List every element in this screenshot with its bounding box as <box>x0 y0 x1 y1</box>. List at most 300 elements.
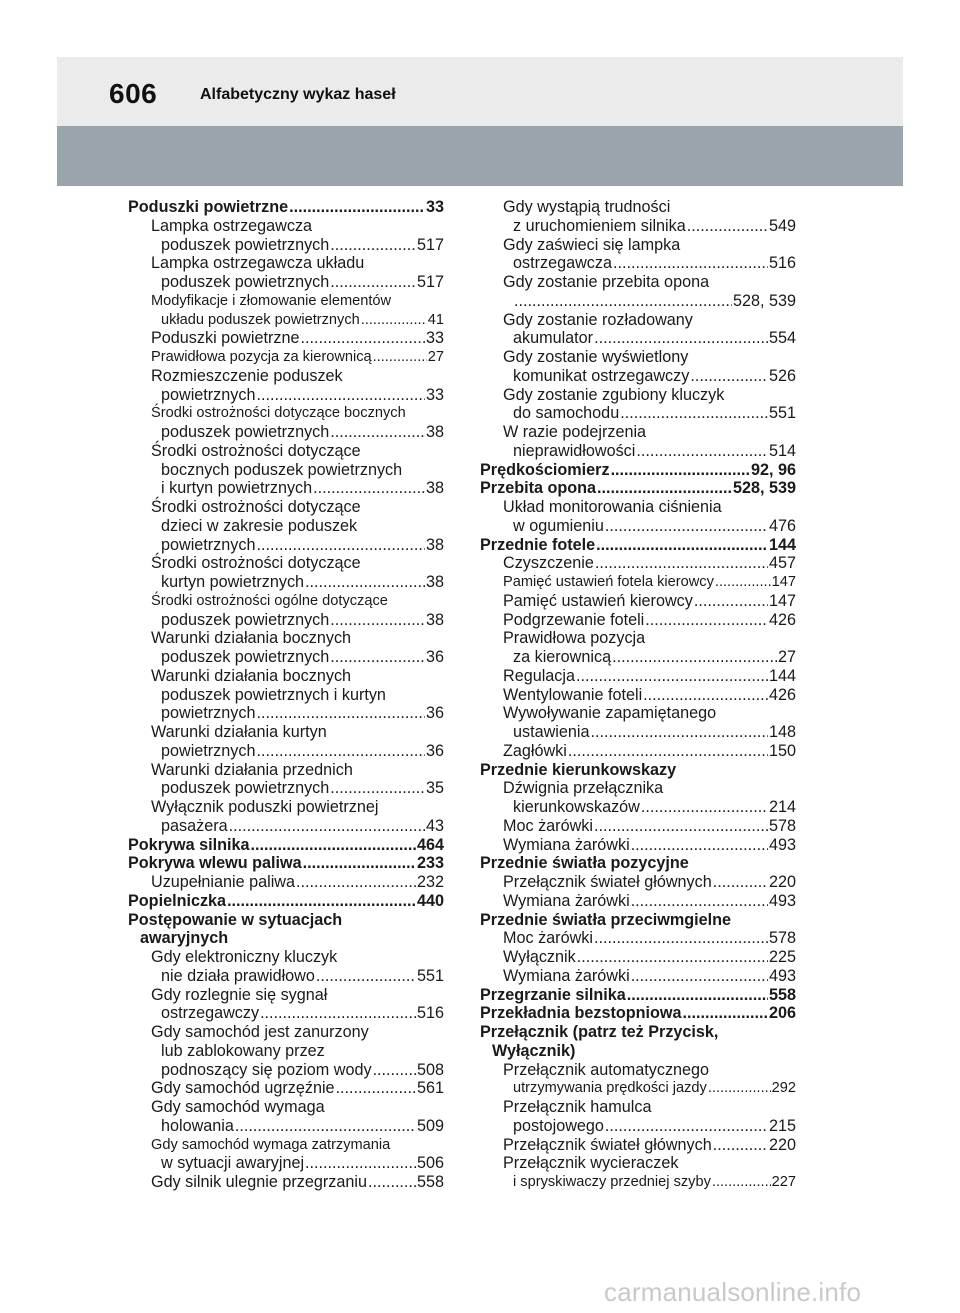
entry-term: ostrzegawcza <box>513 254 612 273</box>
index-entry <box>128 667 444 686</box>
dot-leader <box>636 442 768 461</box>
entry-page-ref: 551 <box>768 404 796 423</box>
entry-term: Warunki działania bocznych <box>151 666 352 685</box>
entry-page-ref: 38 <box>425 535 444 554</box>
entry-page-ref: 27 <box>427 349 444 365</box>
entry-term: ustawienia <box>513 723 590 741</box>
entry-term: Pokrywa silnika <box>128 835 250 854</box>
index-entry <box>128 854 444 873</box>
entry-page-ref: 147 <box>768 591 796 610</box>
dot-leader <box>594 329 768 348</box>
entry-term: Przełącznik (patrz też Przycisk, <box>480 1023 719 1041</box>
entry-term: Prędkościomierz <box>480 460 610 479</box>
index-entry <box>480 254 796 273</box>
entry-term: Przednie kierunkowskazy <box>480 760 677 779</box>
index-entry <box>128 254 444 273</box>
entry-page-ref: 33 <box>425 385 444 404</box>
index-entry <box>480 461 796 480</box>
index-entry <box>128 498 444 517</box>
dot-leader <box>576 667 768 686</box>
entry-term: Gdy samochód wymaga zatrzymania <box>151 1136 391 1153</box>
entry-page-ref: 233 <box>416 854 444 873</box>
entry-term: Wyłącznik poduszki powietrznej <box>151 798 379 816</box>
entry-term: Gdy rozlegnie się sygnał <box>151 985 328 1004</box>
header-band <box>57 57 903 186</box>
entry-term: bocznych poduszek powietrznych <box>161 460 403 479</box>
entry-page-ref: 528, 539 <box>732 291 796 310</box>
entry-page-ref: 38 <box>425 423 444 441</box>
entry-page-ref: 426 <box>768 610 796 629</box>
index-entry <box>128 611 444 630</box>
dot-leader <box>300 329 425 348</box>
entry-page-ref: 509 <box>416 1116 444 1135</box>
index-entry <box>128 1173 444 1192</box>
index-entry <box>480 967 796 986</box>
entry-page-ref: 558 <box>416 1173 444 1191</box>
entry-term: Gdy wystąpią trudności <box>503 198 671 216</box>
entry-page-ref: 476 <box>768 516 796 535</box>
index-entry <box>480 1098 796 1117</box>
entry-page-ref: 147 <box>771 574 796 590</box>
entry-page-ref: 514 <box>768 441 796 460</box>
entry-term: Układ monitorowania ciśnienia <box>503 498 722 516</box>
entry-term: Prawidłowa pozycja za kierownicą <box>151 349 372 365</box>
dot-leader <box>250 836 416 855</box>
entry-page-ref: 33 <box>425 198 444 216</box>
index-entry <box>128 573 444 592</box>
index-entry <box>480 517 796 536</box>
entry-page-ref: 220 <box>768 1135 796 1154</box>
entry-term: Warunki działania przednich <box>151 760 353 779</box>
index-entry <box>128 1004 444 1023</box>
entry-term: Gdy samochód wymaga <box>151 1098 325 1116</box>
entry-page-ref: 27 <box>777 648 796 666</box>
entry-term: do samochodu <box>513 404 620 423</box>
entry-term: Przebita opona <box>480 479 597 498</box>
index-entry <box>128 629 444 648</box>
entry-term: Gdy zostanie rozładowany <box>503 310 693 329</box>
index-entry <box>480 198 796 217</box>
dot-leader <box>330 648 425 667</box>
entry-term: Dźwignia przełącznika <box>503 779 664 798</box>
index-entry <box>480 498 796 517</box>
dot-leader <box>336 1079 416 1098</box>
entry-term: Przełącznik świateł głównych <box>503 1135 712 1154</box>
index-entry <box>480 554 796 573</box>
entry-term: Regulacja <box>503 666 575 685</box>
dot-leader <box>713 873 768 892</box>
entry-page-ref: 551 <box>416 966 444 985</box>
index-entry <box>480 742 796 761</box>
dot-leader <box>713 1136 768 1155</box>
dot-leader <box>368 1173 416 1192</box>
dot-leader <box>631 836 768 855</box>
entry-term: Gdy zaświeci się lampka <box>503 235 681 254</box>
dot-leader <box>594 817 768 836</box>
entry-term: nieprawidłowości <box>513 441 636 460</box>
entry-page-ref: 516 <box>416 1004 444 1023</box>
entry-term: holowania <box>161 1116 234 1135</box>
entry-page-ref: 220 <box>768 873 796 891</box>
entry-term: Podgrzewanie foteli <box>503 610 645 629</box>
entry-term: utrzymywania prędkości jazdy <box>513 1080 707 1097</box>
index-entry <box>480 836 796 855</box>
dot-leader <box>715 573 771 592</box>
index-entry <box>480 1023 796 1042</box>
entry-term: i spryskiwaczy przedniej szyby <box>513 1174 711 1190</box>
entry-term: Czyszczenie <box>503 554 594 573</box>
dot-leader <box>620 404 768 423</box>
entry-page-ref: 227 <box>771 1174 796 1190</box>
entry-term: W razie podejrzenia <box>503 423 647 441</box>
index-entry <box>480 948 796 967</box>
index-entry <box>480 329 796 348</box>
entry-term: ostrzegawczy <box>161 1004 260 1023</box>
index-entry <box>128 236 444 255</box>
entry-page-ref: 215 <box>768 1116 796 1135</box>
index-column-right <box>480 198 796 1192</box>
dot-leader <box>708 1079 771 1098</box>
dot-leader <box>595 554 768 573</box>
entry-term: powietrznych <box>161 385 256 404</box>
entry-term: podnoszący się poziom wody <box>161 1060 372 1079</box>
dot-leader <box>260 1004 416 1023</box>
index-entry <box>480 404 796 423</box>
index-entry <box>480 629 796 648</box>
entry-term: powietrznych <box>161 741 256 760</box>
index-entry <box>128 798 444 817</box>
entry-term: Środki ostrożności ogólne dotyczące <box>151 592 388 609</box>
dot-leader <box>596 536 768 555</box>
index-entry <box>128 1136 444 1155</box>
entry-page-ref: 516 <box>768 254 796 273</box>
index-entry <box>480 1004 796 1023</box>
dot-leader <box>683 1004 768 1023</box>
index-entry <box>480 611 796 630</box>
index-entry <box>128 461 444 480</box>
entry-term: Uzupełnianie paliwa <box>151 873 295 891</box>
entry-term: Lampka ostrzegawcza <box>151 216 313 235</box>
dot-leader <box>690 367 768 386</box>
entry-term: Gdy elektroniczny kluczyk <box>151 948 338 966</box>
entry-term: Gdy zostanie wyświetlony <box>503 348 689 366</box>
index-entry <box>128 198 444 217</box>
dot-leader <box>289 198 425 217</box>
index-entry <box>480 986 796 1005</box>
entry-term: awaryjnych <box>140 929 229 948</box>
dot-leader <box>229 817 425 836</box>
index-entry <box>128 686 444 705</box>
entry-term: Przednie fotele <box>480 535 596 554</box>
index-entry <box>128 592 444 611</box>
entry-term: poduszek powietrznych <box>161 610 330 629</box>
dot-leader <box>611 461 750 480</box>
entry-page-ref: 554 <box>768 329 796 348</box>
dot-leader <box>594 929 768 948</box>
index-entry <box>480 423 796 442</box>
watermark: carmanualsonline.info <box>604 1277 862 1307</box>
dot-leader <box>330 611 425 630</box>
dot-leader <box>514 292 732 311</box>
entry-term: Moc żarówki <box>503 929 593 948</box>
entry-page-ref: 36 <box>425 704 444 723</box>
index-entry <box>128 873 444 892</box>
entry-term: Gdy silnik ulegnie przegrzaniu <box>151 1173 367 1191</box>
entry-page-ref: 493 <box>768 891 796 910</box>
entry-term: kierunkowskazów <box>513 798 640 816</box>
entry-term: Postępowanie w sytuacjach <box>128 910 343 929</box>
entry-term: poduszek powietrznych i kurtyn <box>161 685 386 704</box>
index-entry <box>128 517 444 536</box>
entry-page-ref: 36 <box>425 648 444 666</box>
entry-page-ref: 148 <box>768 723 796 741</box>
entry-page-ref: 150 <box>768 741 796 760</box>
dot-leader <box>641 798 768 817</box>
dot-leader <box>296 873 416 892</box>
entry-term: Wyłącznik <box>503 948 576 966</box>
dot-leader <box>361 311 427 330</box>
entry-term: Wentylowanie foteli <box>503 685 643 704</box>
entry-page-ref: 517 <box>416 273 444 291</box>
entry-page-ref: 232 <box>416 873 444 891</box>
index-entry <box>480 236 796 255</box>
entry-term: Pamięć ustawień kierowcy <box>503 591 693 610</box>
entry-page-ref: 426 <box>768 685 796 704</box>
dot-leader <box>330 273 416 292</box>
dot-leader <box>256 742 425 761</box>
entry-page-ref: 92, 96 <box>750 460 796 479</box>
entry-page-ref: 578 <box>768 929 796 948</box>
dot-leader <box>597 479 732 498</box>
dot-leader <box>612 648 777 667</box>
entry-page-ref: 292 <box>771 1080 796 1097</box>
entry-term: w sytuacji awaryjnej <box>161 1154 305 1173</box>
index-entry <box>128 217 444 236</box>
index-entry <box>480 686 796 705</box>
index-entry <box>480 1173 796 1192</box>
dot-leader <box>256 536 425 555</box>
index-entry <box>480 292 796 311</box>
entry-term: Popielniczka <box>128 891 227 910</box>
entry-page-ref: 464 <box>416 835 444 854</box>
index-entry <box>128 479 444 498</box>
index-entry <box>480 723 796 742</box>
entry-term: Wymiana żarówki <box>503 891 630 910</box>
dot-leader <box>591 723 768 742</box>
entry-term: w ogumieniu <box>513 516 604 535</box>
entry-term: i kurtyn powietrznych <box>161 479 313 498</box>
index-entry <box>480 779 796 798</box>
entry-term: poduszek powietrznych <box>161 273 330 291</box>
index-entry <box>480 873 796 892</box>
index-entry <box>128 761 444 780</box>
index-entry <box>128 442 444 461</box>
entry-term: poduszek powietrznych <box>161 779 330 798</box>
entry-page-ref: 440 <box>416 891 444 910</box>
entry-page-ref: 38 <box>425 610 444 629</box>
entry-term: nie działa prawidłowo <box>161 966 315 985</box>
entry-term: Wymiana żarówki <box>503 966 630 985</box>
entry-page-ref: 508 <box>416 1060 444 1079</box>
index-entry <box>128 723 444 742</box>
entry-term: dzieci w zakresie poduszek <box>161 516 358 535</box>
entry-term: Warunki działania bocznych <box>151 629 352 648</box>
entry-term: Wymiana żarówki <box>503 835 630 854</box>
index-entry <box>128 348 444 367</box>
dot-leader <box>303 854 416 873</box>
dot-leader <box>577 948 768 967</box>
entry-term: Poduszki powietrzne <box>151 329 300 348</box>
entry-page-ref: 38 <box>425 479 444 498</box>
entry-page-ref: 578 <box>768 816 796 835</box>
index-entry <box>128 329 444 348</box>
entry-term: Modyfikacje i złomowanie elementów <box>151 292 392 309</box>
entry-term: Prawidłowa pozycja <box>503 629 646 648</box>
entry-term: za kierownicą <box>513 648 612 666</box>
index-entry <box>480 348 796 367</box>
dot-leader <box>631 967 768 986</box>
index-entry <box>128 986 444 1005</box>
entry-term: Przełącznik świateł głównych <box>503 873 712 891</box>
entry-term: postojowego <box>513 1116 604 1135</box>
entry-page-ref: 558 <box>768 985 796 1004</box>
index-entry <box>480 592 796 611</box>
entry-page-ref: 493 <box>768 835 796 854</box>
dot-leader <box>305 1154 416 1173</box>
index-entry <box>128 929 444 948</box>
header-top-strip <box>57 57 903 126</box>
dot-leader <box>330 779 425 798</box>
index-entry <box>480 1061 796 1080</box>
index-entry <box>128 742 444 761</box>
dot-leader <box>316 967 416 986</box>
dot-leader <box>313 479 425 498</box>
entry-term: Przełącznik hamulca <box>503 1098 652 1116</box>
entry-page-ref: 144 <box>768 666 796 685</box>
index-entry <box>128 648 444 667</box>
entry-term: powietrznych <box>161 535 256 554</box>
entry-term: Wyłącznik) <box>492 1041 576 1060</box>
entry-page-ref: 225 <box>768 948 796 966</box>
entry-page-ref: 41 <box>427 311 444 328</box>
index-entry <box>128 1023 444 1042</box>
entry-page-ref: 206 <box>768 1004 796 1023</box>
index-entry <box>480 386 796 405</box>
index-entry <box>480 217 796 236</box>
index-entry <box>128 892 444 911</box>
dot-leader <box>373 348 427 367</box>
entry-page-ref: 549 <box>768 216 796 235</box>
index-entry <box>128 704 444 723</box>
dot-leader <box>305 573 425 592</box>
entry-term: kurtyn powietrznych <box>161 573 305 591</box>
index-entry <box>480 817 796 836</box>
entry-term: Poduszki powietrzne <box>128 198 289 216</box>
dot-leader <box>256 386 425 405</box>
dot-leader <box>645 611 768 630</box>
index-entry <box>480 1042 796 1061</box>
entry-term: poduszek powietrznych <box>161 423 330 441</box>
index-entry <box>128 554 444 573</box>
dot-leader <box>330 236 416 255</box>
dot-leader <box>631 892 768 911</box>
index-entry <box>480 911 796 930</box>
entry-term: Przełącznik automatycznego <box>503 1060 710 1079</box>
entry-term: Środki ostrożności dotyczące <box>151 441 361 460</box>
index-entry <box>480 667 796 686</box>
entry-term: Pokrywa wlewu paliwa <box>128 854 302 873</box>
index-entry <box>128 367 444 386</box>
dot-leader <box>330 423 425 442</box>
entry-page-ref: 561 <box>416 1079 444 1098</box>
entry-term: Zagłówki <box>503 741 567 760</box>
index-entry <box>128 404 444 423</box>
entry-page-ref: 144 <box>768 535 796 554</box>
entry-page-ref: 36 <box>425 741 444 760</box>
entry-term: Wywoływanie zapamiętanego <box>503 704 717 723</box>
entry-term: Środki ostrożności dotyczące <box>151 554 361 573</box>
entry-page-ref: 38 <box>425 573 444 591</box>
index-entry <box>128 779 444 798</box>
page-title: Alfabetyczny wykaz haseł <box>200 86 396 103</box>
index-entry <box>480 1136 796 1155</box>
entry-page-ref: 526 <box>768 366 796 385</box>
index-entry <box>480 1117 796 1136</box>
dot-leader <box>613 254 768 273</box>
entry-page-ref: 35 <box>425 779 444 798</box>
index-entry <box>128 1061 444 1080</box>
index-entry <box>480 761 796 780</box>
dot-leader <box>627 986 768 1005</box>
index-entry <box>480 311 796 330</box>
entry-term: Rozmieszczenie poduszek <box>151 366 343 385</box>
index-entry <box>480 536 796 555</box>
entry-term: Lampka ostrzegawcza układu <box>151 254 365 273</box>
dot-leader <box>605 1117 768 1136</box>
dot-leader <box>373 1061 416 1080</box>
entry-term: Gdy zostanie zgubiony kluczyk <box>503 385 725 404</box>
index-entry <box>128 911 444 930</box>
entry-term: układu poduszek powietrznych <box>161 311 360 328</box>
index-entry <box>480 273 796 292</box>
index-entry <box>128 1079 444 1098</box>
entry-term: Gdy samochód ugrzęźnie <box>151 1079 335 1098</box>
dot-leader <box>227 892 416 911</box>
index-entry <box>128 967 444 986</box>
entry-page-ref: 493 <box>768 966 796 985</box>
entry-term: Przednie światła pozycyjne <box>480 854 689 873</box>
dot-leader <box>687 217 768 236</box>
entry-term: Przegrzanie silnika <box>480 985 626 1004</box>
page-number: 606 <box>109 78 158 109</box>
entry-term: komunikat ostrzegawczy <box>513 366 690 385</box>
entry-term: z uruchomieniem silnika <box>513 216 686 235</box>
index-entry <box>128 1098 444 1117</box>
index-entry <box>480 798 796 817</box>
entry-page-ref: 506 <box>416 1154 444 1173</box>
index-entry <box>128 386 444 405</box>
dot-leader <box>643 686 768 705</box>
index-entry <box>128 273 444 292</box>
dot-leader <box>568 742 768 761</box>
index-entry <box>480 854 796 873</box>
entry-term: Warunki działania kurtyn <box>151 723 327 741</box>
index-entry <box>128 948 444 967</box>
entry-term: Przełącznik wycieraczek <box>503 1154 679 1173</box>
entry-term: powietrznych <box>161 704 256 723</box>
index-entry <box>128 1117 444 1136</box>
entry-term: Przednie światła przeciwmgielne <box>480 910 731 929</box>
